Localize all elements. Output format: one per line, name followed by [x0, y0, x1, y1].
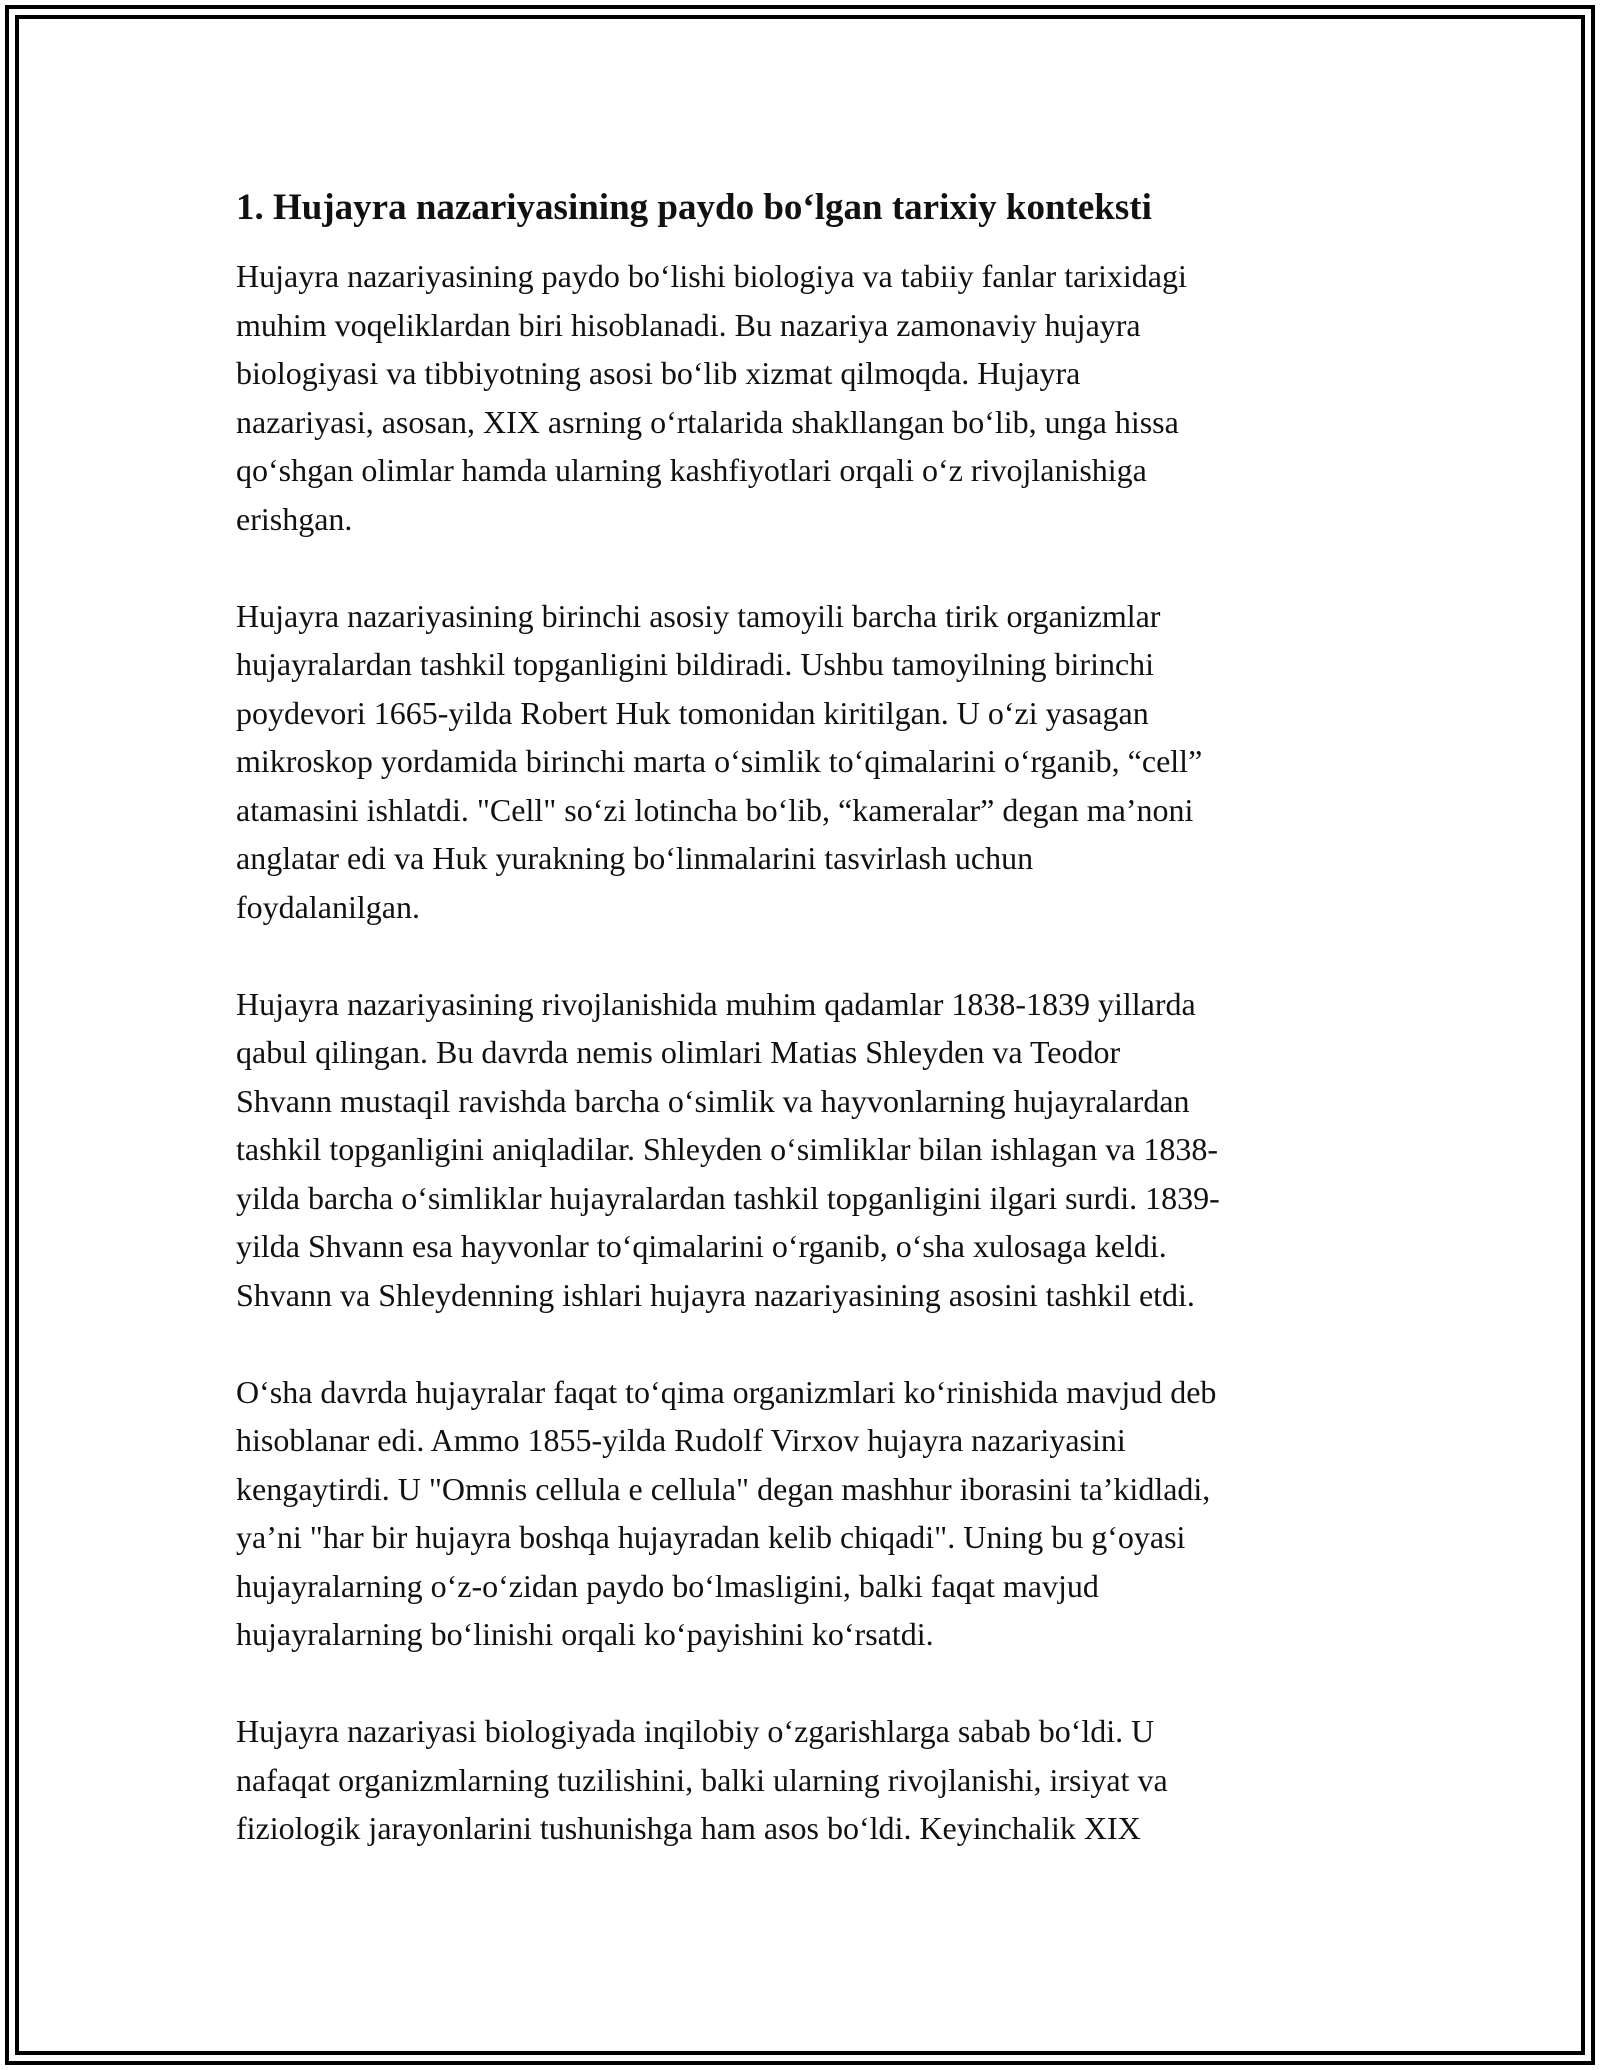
text-line: qabul qilingan. Bu davrda nemis olimlari Matias Shleyden va Teodor [236, 1034, 1121, 1070]
text-line: hujayralardan tashkil topganligini bildiradi. Ushbu tamoyilning birinchi [236, 646, 1155, 682]
text-line: Hujayra nazariyasi biologiyada inqilobiy oʻzgarishlarga sabab boʻldi. U [236, 1713, 1155, 1749]
text-line: poydevori 1665-yilda Robert Huk tomonidan kiritilgan. U oʻzi yasagan [236, 694, 1149, 731]
paragraph-4 [236, 1368, 1376, 1659]
paragraph-3 [236, 980, 1376, 1320]
text-line: Hujayra nazariyasining rivojlanishida muhim qadamlar 1838-1839 yillarda [236, 985, 1196, 1022]
paragraph-1 [236, 252, 1376, 543]
text-line: Hujayra nazariyasining birinchi asosiy tamoyili barcha tirik organizmlar [236, 597, 1161, 634]
text-line: biologiyasi va tibbiyotning asosi boʻlib xizmat qilmoqda. Hujayra [236, 355, 1081, 391]
text-line: Oʻsha davrda hujayralar faqat toʻqima organizmlari koʻrinishida mavjud deb [236, 1373, 1217, 1410]
text-line: yilda barcha oʻsimliklar hujayralardan tashkil topganligini ilgari surdi. 1839- [236, 1179, 1220, 1216]
text-line: muhim voqeliklardan biri hisoblanadi. Bu nazariya zamonaviy hujayra [236, 306, 1141, 343]
text-line: tashkil topganligini aniqladilar. Shleyden oʻsimliklar bilan ishlagan va 1838- [236, 1131, 1219, 1167]
text-line: foydalanilgan. [236, 888, 420, 925]
text-line: yilda Shvann esa hayvonlar toʻqimalarini oʻrganib, oʻsha xulosaga keldi. [236, 1228, 1167, 1264]
text-line: qoʻshgan olimlar hamda ularning kashfiyotlari orqali oʻz rivojlanishiga [236, 452, 1147, 488]
text-line: Shvann mustaqil ravishda barcha oʻsimlik va hayvonlarning hujayralardan [236, 1082, 1190, 1119]
section-heading: 1. Hujayra nazariyasining paydo boʻlgan tarixiy konteksti [236, 187, 1152, 228]
text-line: ya’ni "har bir hujayra boshqa hujayradan kelib chiqadi". Uning bu gʻoyasi [236, 1519, 1186, 1555]
text-line: nazariyasi, asosan, XIX asrning oʻrtalarida shakllangan boʻlib, unga hissa [236, 403, 1179, 440]
document-body [236, 184, 1376, 1901]
text-line: hujayralarning boʻlinishi orqali koʻpayishini koʻrsatdi. [236, 1616, 934, 1652]
paragraph-2 [236, 592, 1376, 932]
text-line: anglatar edi va Huk yurakning boʻlinmalarini tasvirlash uchun [236, 840, 1034, 876]
text-line: Hujayra nazariyasining paydo boʻlishi biologiya va tabiiy fanlar tarixidagi [236, 258, 1187, 294]
text-line: mikroskop yordamida birinchi marta oʻsimlik toʻqimalarini oʻrganib, “cell” [236, 743, 1203, 779]
text-line: atamasini ishlatdi. "Cell" soʻzi lotincha boʻlib, “kameralar” degan ma’noni [236, 791, 1194, 828]
text-line: fiziologik jarayonlarini tushunishga ham asos boʻldi. Keyinchalik XIX [236, 1810, 1141, 1846]
text-line: hisoblanar edi. Ammo 1855-yilda Rudolf Virxov hujayra nazariyasini [236, 1422, 1126, 1458]
text-line: hujayralarning oʻz-oʻzidan paydo boʻlmasligini, balki faqat mavjud [236, 1567, 1099, 1604]
text-line: kengaytirdi. U "Omnis cellula e cellula" degan mashhur iborasini ta’kidladi, [236, 1470, 1211, 1507]
paragraph-5 [236, 1707, 1376, 1853]
text-line: Shvann va Shleydenning ishlari hujayra nazariyasining asosini tashkil etdi. [236, 1276, 1195, 1313]
text-line: erishgan. [236, 500, 353, 537]
text-line: nafaqat organizmlarning tuzilishini, balki ularning rivojlanishi, irsiyat va [236, 1761, 1168, 1798]
